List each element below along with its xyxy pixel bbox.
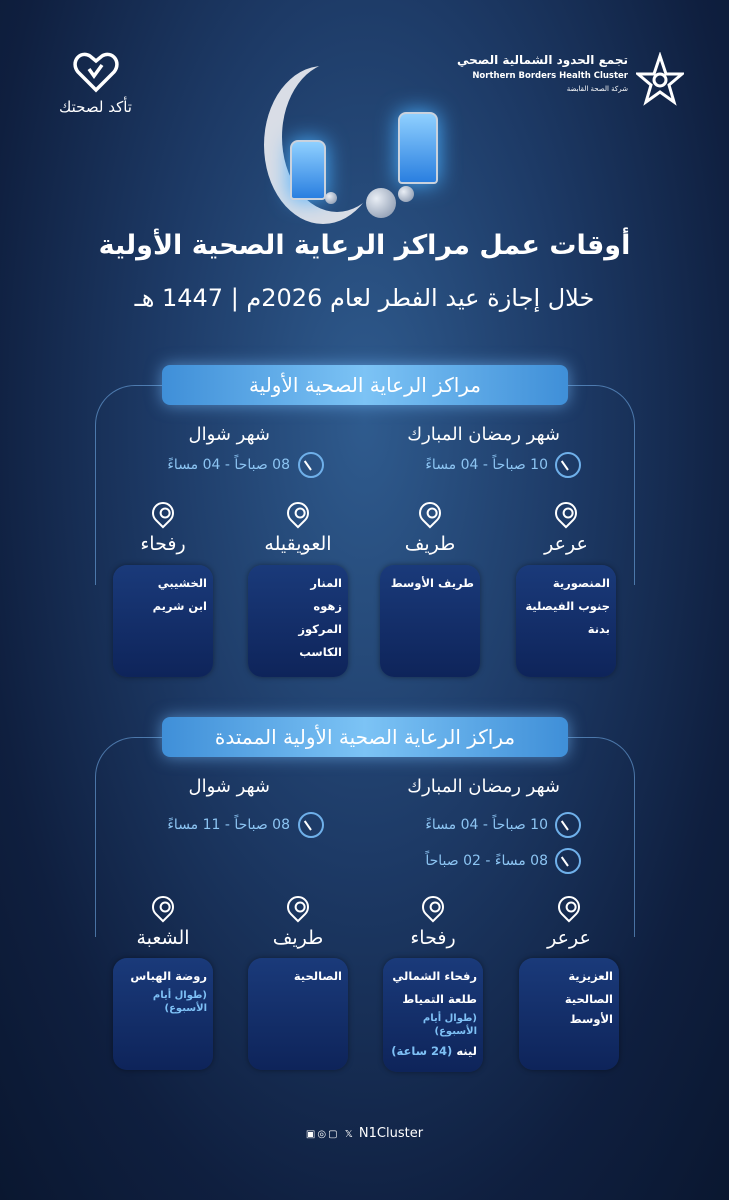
center-name: لينه bbox=[456, 1044, 477, 1058]
heart-check-logo-icon bbox=[72, 50, 120, 94]
ornament-ball bbox=[366, 188, 396, 218]
shawwal-label: شهر شوال bbox=[188, 424, 270, 445]
center-name: الخشيبي bbox=[157, 576, 207, 590]
centers-card bbox=[383, 958, 483, 1072]
centers-card bbox=[380, 565, 480, 677]
center-note: (طوال أيام الأسبوع) bbox=[152, 990, 207, 1014]
center-note: (طوال أيام الأسبوع) bbox=[422, 1013, 477, 1037]
ramadan-time: 10 صباحاً - 04 مساءً bbox=[425, 457, 548, 473]
cluster-parent: شركة الصحة القابضة bbox=[566, 85, 628, 93]
section-frame bbox=[95, 385, 635, 585]
footer bbox=[0, 1126, 729, 1141]
clock-icon bbox=[555, 812, 581, 838]
center-name: بدنة bbox=[587, 622, 610, 636]
center-name: الصالحية الأوسط bbox=[564, 992, 613, 1026]
ornament-ball bbox=[325, 192, 337, 204]
center-name: الكاسب bbox=[299, 645, 342, 659]
clock-icon bbox=[298, 812, 324, 838]
clock-icon bbox=[555, 452, 581, 478]
center-name: المركوز bbox=[298, 622, 342, 636]
centers-card bbox=[519, 958, 619, 1070]
centers-card bbox=[113, 958, 213, 1070]
social-handle: N1Cluster bbox=[358, 1126, 424, 1141]
page-subtitle: خلال إجازة عيد الفطر لعام 2026م | 1447 هـ bbox=[134, 284, 595, 312]
cluster-logo-icon bbox=[636, 52, 684, 108]
center-name: طريف الأوسط bbox=[390, 576, 474, 590]
city-name: الشعبة bbox=[136, 927, 190, 949]
city-name: عرعر bbox=[547, 927, 591, 949]
ramadan-time: 10 صباحاً - 04 مساءً bbox=[425, 817, 548, 833]
city-name: طريف bbox=[404, 533, 456, 555]
centers-card bbox=[113, 565, 213, 677]
cluster-name-en: Northern Borders Health Cluster bbox=[472, 71, 628, 81]
city-name: عرعر bbox=[544, 533, 588, 555]
city-name: رفحاء bbox=[140, 533, 186, 555]
city-name: رفحاء bbox=[410, 927, 456, 949]
cluster-brand bbox=[457, 52, 628, 94]
city-name: طريف bbox=[272, 927, 324, 949]
center-name: المنصورية bbox=[552, 576, 610, 590]
shawwal-label: شهر شوال bbox=[188, 776, 270, 797]
centers-card bbox=[248, 958, 348, 1070]
page-title: أوقات عمل مراكز الرعاية الصحية الأولية bbox=[98, 230, 631, 261]
center-name: العزيزية bbox=[568, 969, 613, 983]
center-name: رفحاء الشمالي bbox=[392, 969, 477, 983]
center-name: ابن شريم bbox=[152, 599, 207, 613]
center-name: طلعة التمياط bbox=[402, 992, 477, 1006]
center-name: روضة الهباس bbox=[130, 969, 207, 983]
brand-tagline: تأكد لصحتك bbox=[59, 98, 132, 116]
lantern-icon bbox=[398, 112, 438, 184]
social-icons: ▣◎▢ 𝕏 bbox=[305, 1129, 355, 1140]
lantern-icon bbox=[290, 140, 326, 200]
section-heading-extended-care: مراكز الرعاية الصحية الأولية الممتدة bbox=[162, 717, 568, 757]
clock-icon bbox=[298, 452, 324, 478]
ramadan-label: شهر رمضان المبارك bbox=[407, 424, 560, 445]
clock-icon bbox=[555, 848, 581, 874]
ramadan-label: شهر رمضان المبارك bbox=[407, 776, 560, 797]
shawwal-time: 08 صباحاً - 04 مساءً bbox=[167, 457, 290, 473]
centers-card bbox=[516, 565, 616, 677]
center-note: (24 ساعة) bbox=[391, 1044, 453, 1058]
ramadan-time: 08 مساءً - 02 صباحاً bbox=[425, 853, 548, 869]
centers-card bbox=[248, 565, 348, 677]
center-name: المنار bbox=[310, 576, 342, 590]
center-name: جنوب الفيصلية bbox=[525, 599, 610, 613]
center-name: الصالحية bbox=[293, 969, 342, 983]
cluster-name-ar: تجمع الحدود الشمالية الصحي bbox=[456, 53, 628, 67]
center-name: زهوه bbox=[313, 599, 342, 613]
shawwal-time: 08 صباحاً - 11 مساءً bbox=[167, 817, 290, 833]
ornament-ball bbox=[398, 186, 414, 202]
section-frame bbox=[95, 737, 635, 937]
city-name: العويقيله bbox=[264, 533, 332, 555]
section-heading-primary-care: مراكز الرعاية الصحية الأولية bbox=[162, 365, 568, 405]
